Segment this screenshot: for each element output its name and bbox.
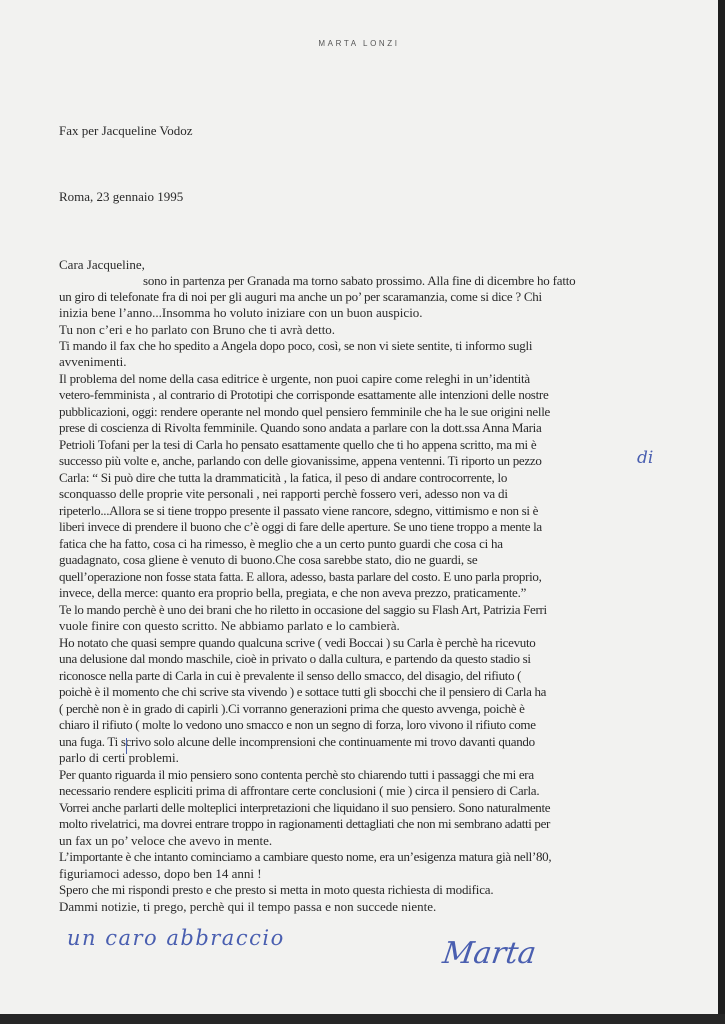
body-line: un giro di telefonate fra di noi per gli auguri ma anche un po’ per scaramanzia, come si dice ? Chi bbox=[59, 289, 542, 304]
scan-edge-right bbox=[718, 0, 725, 1024]
body-line: Tu non c’eri e ho parlato con Bruno che ti avrà detto. bbox=[59, 322, 336, 337]
body-line: figuriamoci adesso, dopo ben 14 anni ! bbox=[59, 866, 262, 881]
body-line: ( perchè non è in grado di capirli ).Ci vorranno generazioni prima che questo avvenga, poichè è bbox=[59, 701, 525, 716]
body-line: fatica che ha fatto, cosa ci ha rimesso, è meglio che a un certo punto guardi che cosa ci ha bbox=[59, 536, 503, 551]
body-line: pubblicazioni, oggi: rendere operante nel mondo quel pensiero femminile che ha le sue origini nelle bbox=[59, 404, 551, 419]
body-line: necessario rendere espliciti prima di affrontare certe conclusioni ( mie ) circa il pensiero di Carla. bbox=[59, 783, 540, 798]
body-line: successo più volte e, anche, parlando con delle giovanissime, appena ventenni. Ti riporto un pezzo bbox=[59, 453, 542, 468]
salutation: Cara Jacqueline, bbox=[59, 257, 145, 272]
body-line: riconosce nella parte di Carla in cui è prevalente il senso dello smacco, del disagio, del rifiuto ( bbox=[59, 668, 522, 683]
body-line: sono in partenza per Granada ma torno sabato prossimo. Alla fine di dicembre ho fatto bbox=[143, 273, 576, 288]
body-line: parlo di certi problemi. bbox=[59, 750, 179, 765]
body-line: inizia bene l’anno...Insomma ho voluto iniziare con un buon auspicio. bbox=[59, 305, 423, 320]
body-line: Petrioli Tofani per la tesi di Carla ho pensato esattamente quello che ti ho appena scritto, ma mi è bbox=[59, 437, 537, 452]
body-line: poichè è il momento che chi scrive sta vivendo ) e sottace tutti gli sbocchi che il pensiero di Carla ha bbox=[59, 684, 547, 699]
fax-header: Fax per Jacqueline Vodoz bbox=[59, 123, 193, 138]
signature: Marta bbox=[440, 936, 539, 971]
letterhead: MARTA LONZI bbox=[318, 39, 400, 48]
body-line: quell’operazione non fosse stata fatta. E allora, adesso, basta parlare del costo. E uno parla proprio, bbox=[59, 569, 542, 584]
body-line: prese di coscienza di Rivolta femminile. Quando sono andata a parlare con la dott.ssa Anna Maria bbox=[59, 420, 542, 435]
body-line: Il problema del nome della casa editrice è urgente, non puoi capire come releghi in un’identità bbox=[59, 371, 530, 386]
body-line: liberi invece di prendere il buono che c’è oggi di fare delle aperture. Se uno tiene troppo a mente la bbox=[59, 519, 542, 534]
body-line: una delusione dal mondo maschile, cioè in privato o dalla cultura, e partendo da questo stadio si bbox=[59, 651, 531, 666]
body-line: invece, della merce: quanto era proprio bella, pregiata, e che non aveva prezzo, praticamente.” bbox=[59, 585, 527, 600]
body-line: Ti mando il fax che ho spedito a Angela dopo poco, così, se non vi siete sentite, ti informo sugli bbox=[59, 338, 533, 353]
handwritten-margin-note: di bbox=[637, 448, 654, 468]
body-line: ripeterlo...Allora se si tiene troppo presente il passato viene rancore, sdegno, vittimismo e non si è bbox=[59, 503, 539, 518]
body-line: Carla: “ Si può dire che tutta la drammaticità , la fatica, il peso di andare controcorrente, lo bbox=[59, 470, 508, 485]
body-line: avvenimenti. bbox=[59, 354, 127, 369]
body-line: guadagnato, cosa gliene è venuto di buono.Che cosa sarebbe stato, dio ne guardi, se bbox=[59, 552, 478, 567]
body-line: un fax un po’ veloce che avevo in mente. bbox=[59, 833, 273, 848]
body-line: vuole finire con questo scritto. Ne abbiamo parlato e lo cambierà. bbox=[59, 618, 400, 633]
scan-edge-bottom bbox=[0, 1014, 725, 1024]
body-line: vetero-femminista , al contrario di Prototipi che corrisponde esattamente alle intenzioni delle nostre bbox=[59, 387, 549, 402]
date-line: Roma, 23 gennaio 1995 bbox=[59, 189, 184, 204]
body-line: Vorrei anche parlarti delle molteplici interpretazioni che liquidano il suo pensiero. Sono naturalmente bbox=[59, 800, 551, 815]
body-line: Spero che mi rispondi presto e che presto si metta in moto questa richiesta di modifica. bbox=[59, 882, 494, 897]
body-line: chiaro il rifiuto ( molte lo vedono uno smacco e non un segno di forza, loro vivono il rifiuto come bbox=[59, 717, 536, 732]
body-line: Ho notato che quasi sempre quando qualcuna scrive ( vedi Boccai ) su Carla è perchè ha ricevuto bbox=[59, 635, 536, 650]
body-line: una fuga. Ti scrivo solo alcune delle incomprensioni che continuamente mi trovo davanti quando bbox=[59, 734, 535, 749]
body-line: Te lo mando perchè è uno dei brani che ho riletto in occasione del saggio su Flash Art, Patrizia Ferri bbox=[59, 602, 547, 617]
body-line: L’importante è che intanto cominciamo a cambiare questo nome, era un’esigenza matura già nell’80, bbox=[59, 849, 552, 864]
body-line: Dammi notizie, ti prego, perchè qui il tempo passa e non succede niente. bbox=[59, 899, 437, 914]
body-line: Per quanto riguarda il mio pensiero sono contenta perchè sto chiarendo tutti i passaggi che mi era bbox=[59, 767, 534, 782]
body-line: molto rivelatrici, ma dovrei entrare troppo in ragionamenti dettagliati che non mi sembrano adatti per bbox=[59, 816, 550, 831]
handwritten-bracket-mark bbox=[126, 738, 130, 754]
body-line: sconquasso delle proprie vite personali , nei rapporti perchè fossero veri, adesso non va di bbox=[59, 486, 508, 501]
handwritten-closing: un caro abbraccio bbox=[67, 926, 285, 950]
